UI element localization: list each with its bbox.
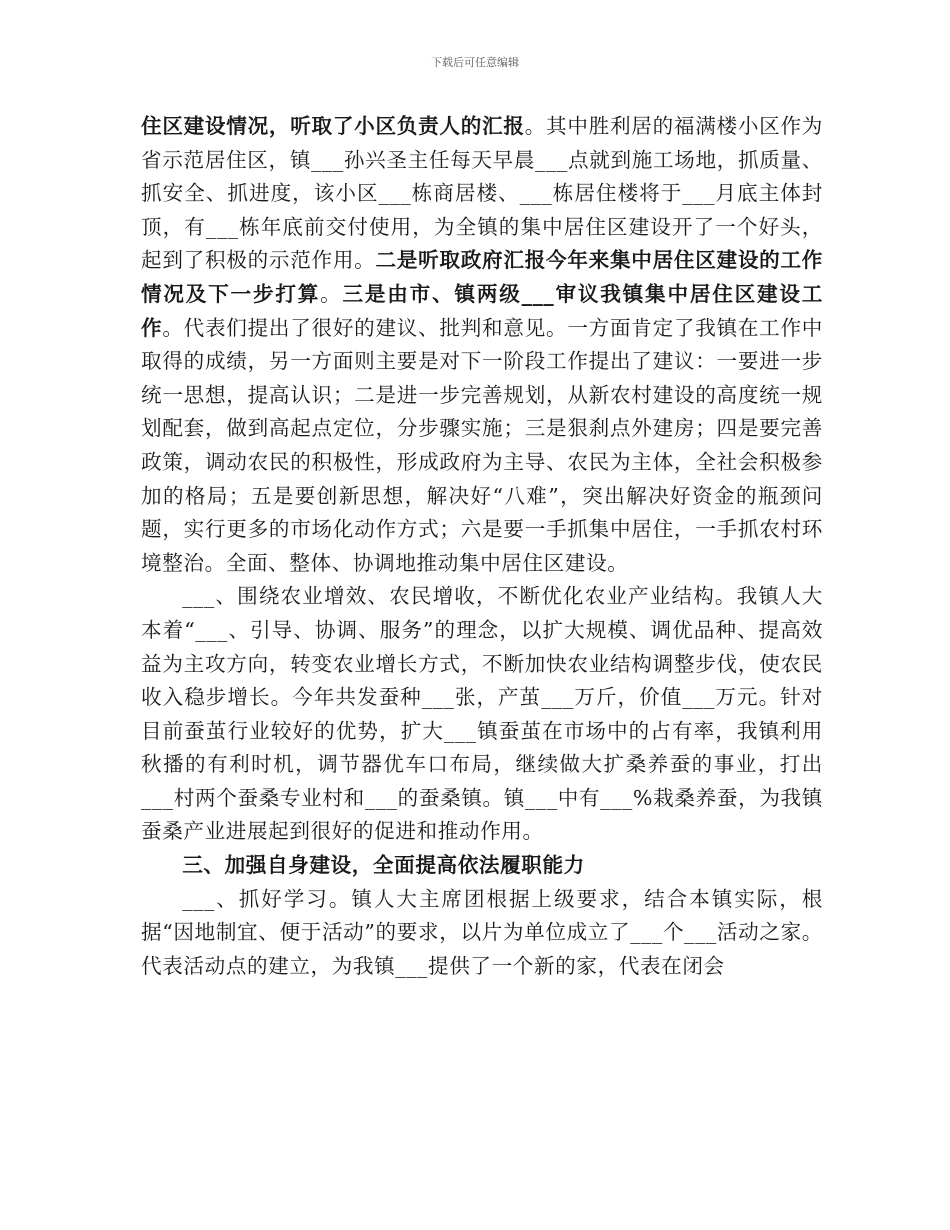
body-text-segment: 。 [320, 281, 343, 306]
paragraph-3: ___、抓好学习。镇人大主席团根据上级要求，结合本镇实际，根据“因地制宜、便于活动”的要求，以片为单位成立了___个___活动之家。代表活动点的建立，为我镇___提供了一个新的家，代表在闭会 [141, 886, 823, 978]
body-text-segment: ___、围绕农业增效、农民增收，不断优化农业产业结构。我镇人大本着“___、引导、协调、服务”的理念，以扩大规模、调优品种、提高效益为主攻方向，转变农业增长方式，不断加快农业结构调整步伐，使农民收入稳步增长。今年共发蚕种___张，产茧___万斤，价值___万元。针对目前蚕茧行业较好的优势，扩大___镇蚕茧在市场中的占有率，我镇利用秋播的有利时机，调节器优车口布局，继续做大扩桑养蚕的事业，打出___村两个蚕桑专业村和___的蚕桑镇。镇___中有___%栽桑养蚕，为我镇蚕桑产业进展起到很好的促进和推动作用。 [141, 584, 823, 844]
bold-phrase: 二是听取政府汇报今年来集中居住区建设的工作情况及下一步打算 [141, 248, 823, 306]
document-body [141, 110, 823, 983]
section-heading: 三、加强自身建设，全面提高依法履职能力 [182, 853, 585, 878]
paragraph-2 [141, 580, 823, 849]
body-text-segment: 。代表们提出了很好的建议、批判和意见。一方面肯定了我镇在工作中取得的成绩，另一方面则主要是对下一阶段工作提出了建议：一要进一步统一思想，提高认识；二是进一步完善规划，从新农村建设的高度统一规划配套，做到高起点定位，分步骤实施；三是狠刹点外建房；四是要完善政策，调动农民的积极性，形成政府为主导、农民为主体，全社会积极参加的格局；五是要创新思想，解决好“八难”，突出解决好资金的瓶颈问题，实行更多的市场化动作方式；六是要一手抓集中居住，一手抓农村环境整治。全面、整体、协调地推动集中居住区建设。 [141, 315, 823, 575]
bold-phrase: 住区建设情况，听取了小区负责人的汇报 [141, 114, 525, 138]
page-header: 下载后可任意编辑 [431, 56, 519, 69]
paragraph-1 [141, 110, 823, 580]
body-text-segment: 。其中胜利居的福满楼小区作为省示范居住区，镇___孙兴圣主任每天早晨___点就到施工场地，抓质量、抓安全、抓进度，该小区___栋商居楼、___栋居住楼将于___月底主体封顶，有___栋年底前交付使用，为全镇的集中居住区建设开了一个好头，起到了积极的示范作用。 [141, 114, 823, 273]
bold-phrase: 三是由市、镇两级___审议我镇集中居住区建设工作 [141, 281, 823, 340]
